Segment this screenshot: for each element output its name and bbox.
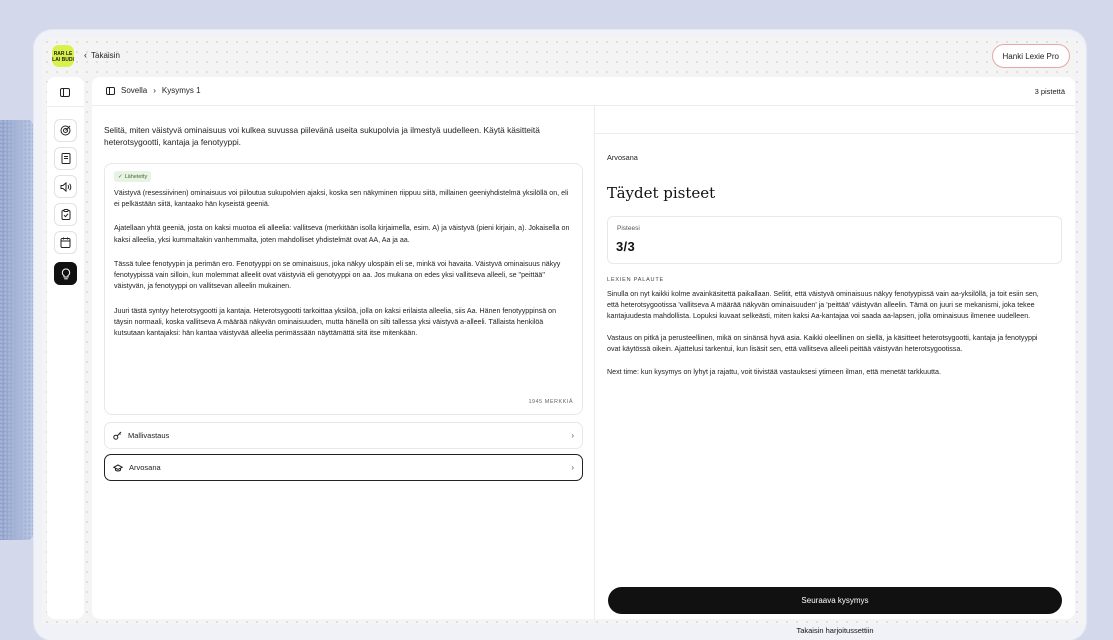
result-title: Täydet pisteet [607, 184, 716, 202]
model-answer-label: Mallivastaus [128, 431, 170, 440]
breadcrumb-separator-icon: › [153, 86, 156, 95]
clipboard-icon [61, 209, 71, 220]
status-badge [114, 171, 151, 182]
notebook-icon [61, 153, 71, 164]
back-label: Takaisin [91, 50, 120, 60]
result-section-label: Arvosana [607, 153, 638, 162]
grading-row[interactable] [104, 454, 583, 481]
score-value: 3/3 [616, 239, 635, 254]
answer-paragraph: Tässä tulee fenotyypin ja perimän ero. Fenotyyppi on se ominaisuus, joka näkyy ulospäin eli se, minkä voi havaita. Väistyvä ominaisuus näkyy fenotyypissä vain silloin, kun molemmat alleelit ovat väistyviä eli genotyyppi on aa. Jos mukana on edes yksi vallitseva alleeli, se "peittää" väistyvän, ja fenotyyppi on vallitsevan alleelin mukainen. [114, 259, 561, 291]
check-icon: ✓ [118, 173, 123, 180]
answer-paragraph: Väistyvä (resessiivinen) ominaisuus voi piiloutua sukupolvien ajaksi, koska sen näkyminen riippuu siitä, millainen geeniyhdistelmä yksilöllä on, eli ei pelkästään siitä, kantaako hän kyseistä geeniä. [114, 189, 569, 209]
sidebar-item-schedule[interactable] [54, 231, 77, 254]
feedback-paragraph: Vastaus on pitkä ja perusteellinen, mikä on sinänsä hyvä asia. Kaikki oleellinen on siellä, ja käsitteet heterotsygootti, kantaja ja fenotyyppi ovat käytössä oikein. Ajattelusi tarkentui, kun lisäsit sen, että vallitseva alleeli peittää väistyvän heterotsygootissa. [607, 334, 1038, 354]
back-link[interactable] [84, 50, 120, 60]
app-logo[interactable] [52, 45, 74, 67]
char-count: 1945 MERKKIÄ [528, 399, 573, 405]
sidebar [47, 77, 84, 619]
answer-paragraph: Ajatellaan yhtä geeniä, josta on kaksi muotoa eli alleelia: vallitseva (merkitään isolla kirjaimella, esim. A) ja väistyvä (pieni kirjain, a). Jokaisella on kaksi alleelia, yksi kummaltakin vanhemmalta, joten mahdolliset yhdistelmät ovat AA, Aa ja aa. [114, 224, 570, 244]
sidebar-divider [47, 106, 84, 107]
svg-text:RAR LE: RAR LE [53, 51, 73, 57]
answer-paragraph: Juuri tästä syntyy heterotsygootti ja kantaja. Heterotsygootti tarkoittaa yksilöä, jolla on kaksi erilaista alleelia, siis Aa. Hänen fenotyyppinsä on täysin normaali, koska vallitseva A määrää näkyvän ominaisuuden, mutta hänellä on silti tallessa yksi väistyvä a-alleeli. Tällaista henkilöä kutsutaan kantajaksi: hän kantaa väistyvää alleelia perimässään näyttämättä sitä itse mitenkään. [114, 306, 557, 337]
svg-text:LAI BUDI: LAI BUDI [52, 57, 74, 63]
chevron-left-icon: ‹ [84, 50, 87, 60]
sidebar-item-audio[interactable] [54, 175, 77, 198]
answer-card [104, 163, 583, 415]
result-header-divider [595, 133, 1075, 134]
speaker-icon [60, 182, 72, 192]
feedback-text [607, 289, 1047, 390]
header-divider [92, 105, 1075, 106]
status-badge-label: Lähetetty [124, 173, 148, 180]
calendar-icon [60, 237, 71, 248]
points-total: 3 pistettä [1034, 87, 1065, 96]
panel-toggle-button[interactable] [56, 84, 74, 100]
sidebar-item-tasks[interactable] [54, 203, 77, 226]
score-box [607, 216, 1062, 264]
score-label: Pisteesi [617, 225, 640, 232]
bulb-icon [61, 268, 71, 280]
key-icon [113, 431, 122, 440]
logo-mark-icon [54, 49, 72, 63]
answer-text [114, 188, 574, 352]
grading-label: Arvosana [129, 463, 161, 472]
sidebar-item-notes[interactable] [54, 147, 77, 170]
question-text: Selitä, miten väistyvä ominaisuus voi kulkea suvussa piilevänä useita sukupolvia ja ilmestyä uudelleen. Käytä käsitteitä heterotsygootti, kantaja ja fenotyyppi. [104, 125, 540, 147]
panel-icon [60, 88, 70, 97]
chevron-right-icon: › [571, 431, 574, 440]
target-icon [60, 125, 71, 136]
feedback-paragraph: Next time: kun kysymys on lyhyt ja rajattu, voit tiivistää vastauksesi ytimeen ilman, että menetät tarkkuutta. [607, 367, 941, 376]
next-question-button[interactable]: Seuraava kysymys [608, 587, 1062, 614]
graduation-cap-icon [113, 464, 123, 472]
sidebar-item-goals[interactable] [54, 119, 77, 142]
breadcrumb-root[interactable]: Sovella [121, 86, 148, 95]
get-pro-button[interactable]: Hanki Lexie Pro [992, 44, 1070, 68]
model-answer-row[interactable] [104, 422, 583, 449]
breadcrumb-current: Kysymys 1 [161, 86, 201, 95]
layout-icon[interactable] [106, 87, 115, 95]
breadcrumb [106, 86, 201, 95]
back-to-practice-link[interactable]: Takaisin harjoitussettiin [796, 626, 874, 635]
app-window [42, 37, 1085, 635]
sidebar-item-apply[interactable] [54, 262, 77, 285]
chevron-right-icon: › [571, 463, 574, 472]
main-panel [92, 77, 1075, 635]
column-divider [594, 105, 595, 619]
feedback-paragraph: Sinulla on nyt kaikki kolme avainkäsitettä paikallaan. Selitit, että väistyvä ominaisuus näkyy fenotyypissä vain aa-yksilöllä, ja toit esiin sen, että heterotsygootissa 'vallitseva A määrää näkyvän ominaisuuden' ja 'peittää' väistyvän alleelin. Tämä on juuri se mekanismi, joka tekee kantajuudesta mahdollista. Lopuksi kuvaat selkeästi, miten kaksi Aa-kantajaa voi saada aa-lapsen, jolla ominaisuus ilmenee uudelleen. [607, 290, 1039, 320]
feedback-label: LEXIEN PALAUTE [607, 277, 664, 283]
